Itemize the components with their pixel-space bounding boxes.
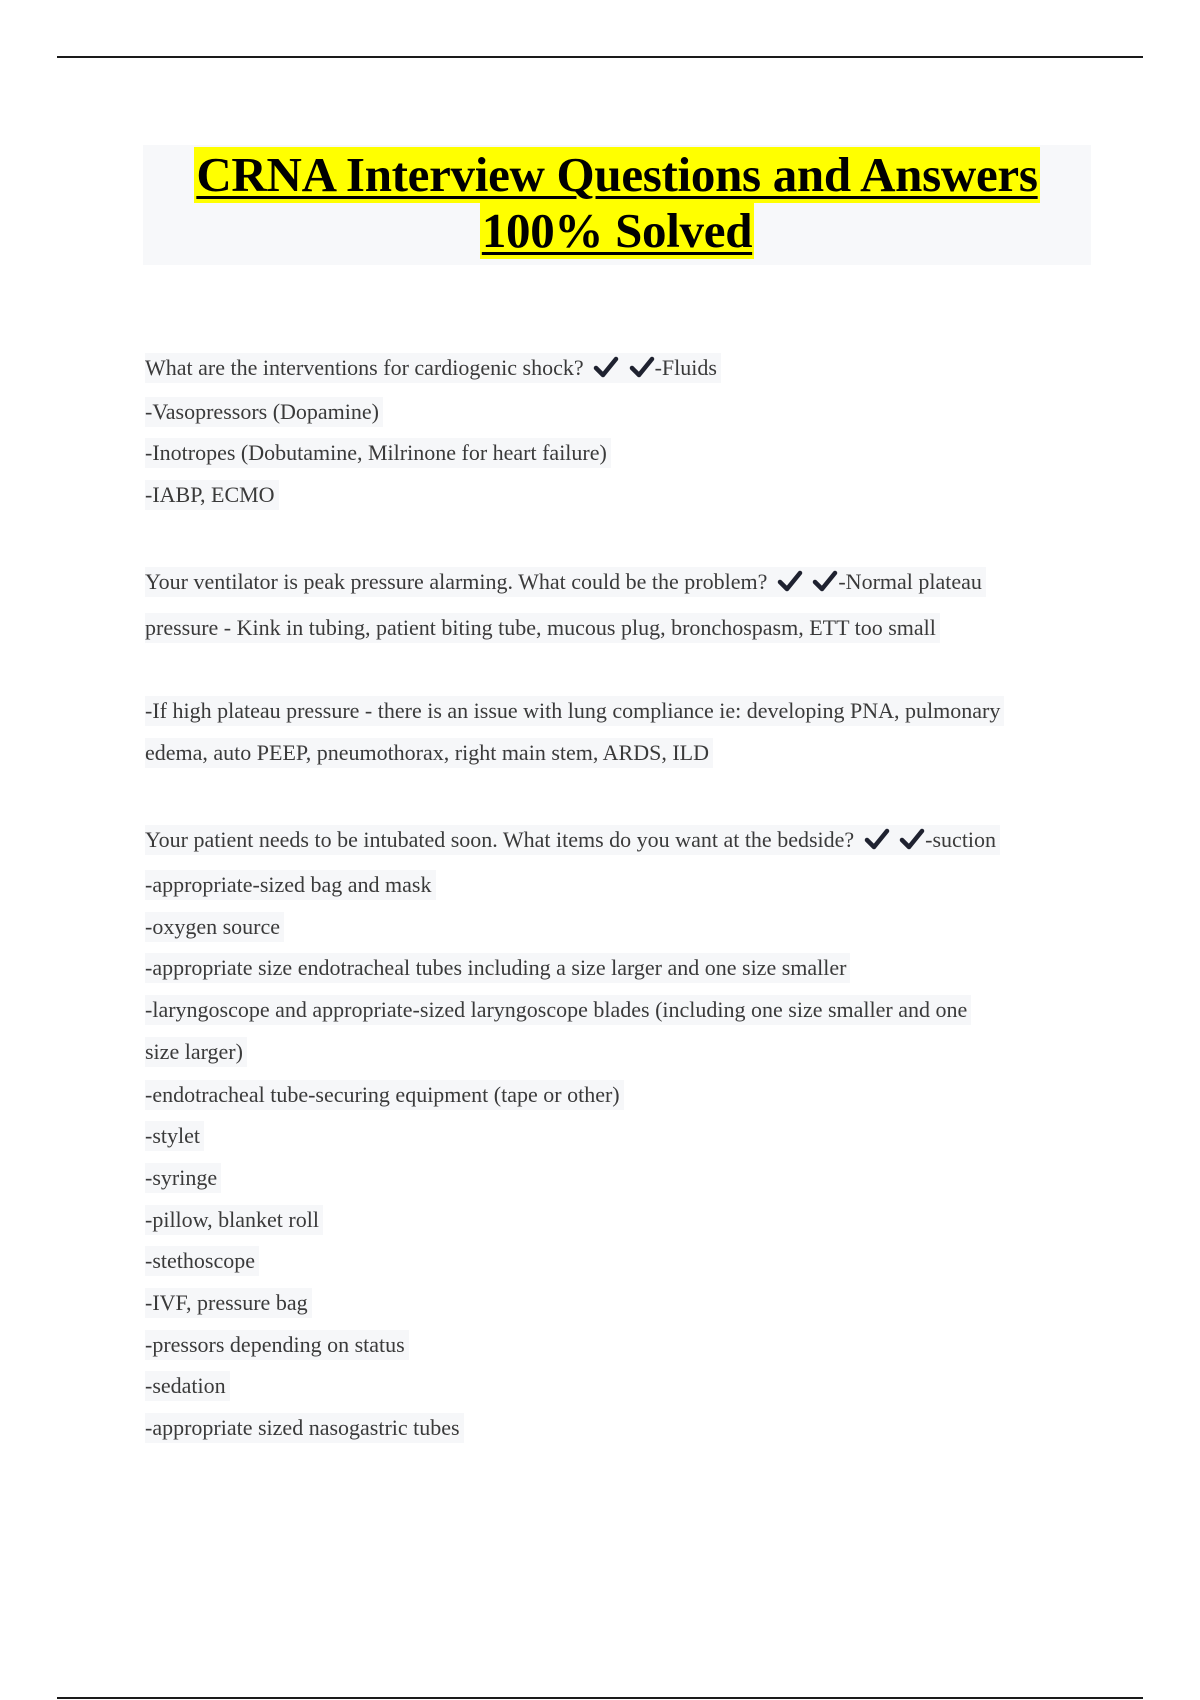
answer-start: -suction bbox=[925, 827, 997, 852]
question-line bbox=[145, 353, 721, 383]
question-line bbox=[145, 825, 1000, 855]
answer-line: size larger) bbox=[145, 1037, 247, 1067]
answer-line: -pressors depending on status bbox=[145, 1330, 409, 1360]
checkmark-icon bbox=[629, 355, 655, 379]
footer-rule bbox=[57, 1697, 1143, 1699]
answer-line: -stylet bbox=[145, 1121, 204, 1151]
answer-line: -Inotropes (Dobutamine, Milrinone for heart failure) bbox=[145, 438, 611, 468]
answer-line: -sedation bbox=[145, 1371, 230, 1401]
question-line bbox=[145, 567, 986, 597]
checkmark-icon bbox=[593, 355, 619, 379]
checkmark-icon bbox=[812, 569, 838, 593]
answer-line: -pillow, blanket roll bbox=[145, 1205, 323, 1235]
header-rule bbox=[57, 56, 1143, 58]
answer-line: -syringe bbox=[145, 1163, 221, 1193]
answer-start: -Fluids bbox=[654, 355, 717, 380]
answer-line: -appropriate sized nasogastric tubes bbox=[145, 1413, 464, 1443]
answer-line: pressure - Kink in tubing, patient biting tube, mucous plug, bronchospasm, ETT too small bbox=[145, 613, 940, 643]
checkmark-icon bbox=[899, 827, 925, 851]
document-title-line-1: CRNA Interview Questions and Answers bbox=[196, 147, 1038, 202]
answer-line: -laryngoscope and appropriate-sized laryngoscope blades (including one size smaller and one bbox=[145, 995, 971, 1025]
title-block bbox=[143, 145, 1091, 265]
answer-line: -If high plateau pressure - there is an issue with lung compliance ie: developing PNA, pulmonary bbox=[145, 696, 1004, 726]
answer-line: -appropriate size endotracheal tubes including a size larger and one size smaller bbox=[145, 953, 850, 983]
question-text: Your ventilator is peak pressure alarming. What could be the problem? bbox=[145, 569, 768, 594]
answer-line: -endotracheal tube-securing equipment (tape or other) bbox=[145, 1080, 624, 1110]
answer-start: -Normal plateau bbox=[838, 569, 982, 594]
answer-line: -IVF, pressure bag bbox=[145, 1288, 312, 1318]
document-title-line-2: 100% Solved bbox=[481, 203, 753, 258]
answer-line: -Vasopressors (Dopamine) bbox=[145, 397, 383, 427]
answer-line: -IABP, ECMO bbox=[145, 480, 279, 510]
answer-line: -oxygen source bbox=[145, 912, 284, 942]
question-text: Your patient needs to be intubated soon. What items do you want at the bedside? bbox=[145, 827, 855, 852]
checkmark-icon bbox=[864, 827, 890, 851]
question-text: What are the interventions for cardiogenic shock? bbox=[145, 355, 584, 380]
checkmark-icon bbox=[777, 569, 803, 593]
answer-line: edema, auto PEEP, pneumothorax, right main stem, ARDS, ILD bbox=[145, 738, 713, 768]
answer-line: -appropriate-sized bag and mask bbox=[145, 870, 436, 900]
answer-line: -stethoscope bbox=[145, 1246, 259, 1276]
